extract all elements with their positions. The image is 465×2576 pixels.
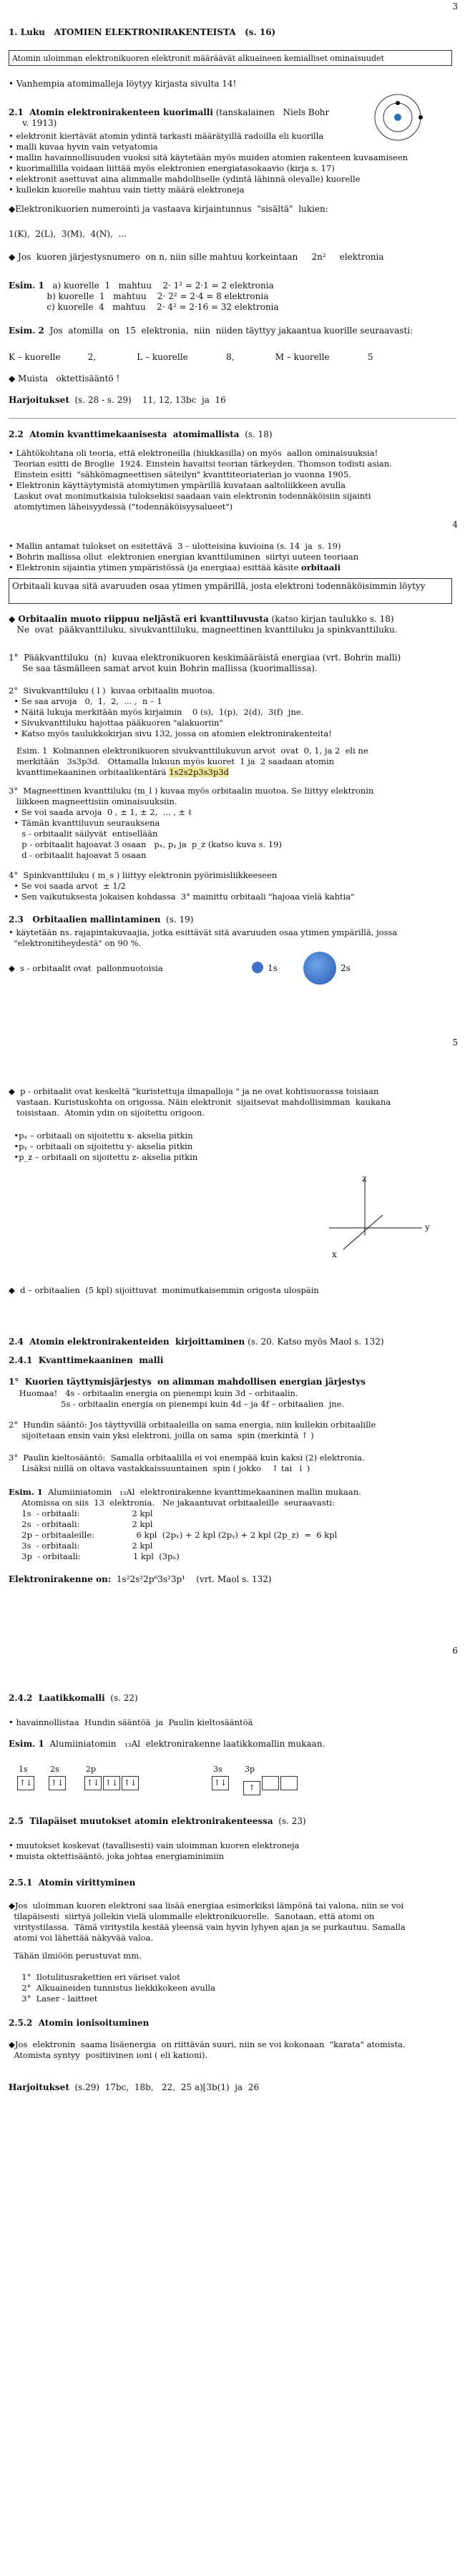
orbital-box-2s <box>49 1776 67 1790</box>
electron-configuration <box>9 1574 438 1585</box>
exercises-label: Harjoitukset <box>9 2082 69 2092</box>
box-model-example <box>9 1739 438 1750</box>
orbital-cell: ↑↓ <box>122 1776 139 1790</box>
section-title-rest: (tanskalainen Niels Bohr v. 1913) <box>22 107 330 128</box>
shell-capacity-rule: ◆ Jos kuoren järjestysnumero on n, niin sille mahtuu korkeintaan 2n² elektronia <box>9 252 384 262</box>
azimuthal-example <box>9 746 438 778</box>
section-title-rest: (s. 23) <box>273 1816 306 1826</box>
pauli-rule: 3° Paulin kieltosääntö: Samalla orbitaalilla ei voi enempää kuin kaksi (2) elektronia. Lisäksi niillä on oltava vastakkaissuuntainen spin ( jokko ↑ tai ↓ ) <box>9 1453 365 1473</box>
azimuthal-quantum-number: 2° Sivukvanttiluku ( l ) kuvaa orbitaalin muotoa. • Se saa arvoja 0, 1, 2, ... , n – 1 • Näitä lukuja merkitään myös kirjaimin 0 (s), 1(p), 2(d), 3(f) jne. • Sivukvanttiluku hajottaa pääkuoren "alakuoriin" • Katso myös taulukkokirjan sivu 132, jossa on atomien elektronirakenteita! <box>9 686 332 738</box>
example-body: Alumiiniatomin ₁₃Al elektronirakenne kvanttimekaaninen mallin mukaan. Atomissa on siis 13 elektronia. Ne jakaantuvat orbitaaleille seuraavasti: 1s - orbitaali: 2 kpl 2s - orbitaali: 2 kpl 2p – orbitaaleille: 6 kpl (2pₓ) + 2 kpl (2pᵧ) + 2 kpl (2p_z) = 6 kpl 3s - orbitaali: 2 kpl 3p - orbitaali: 1 kpl (3pₓ) <box>21 1487 361 1561</box>
exercises-final <box>9 2082 438 2093</box>
label-3p: 3p <box>245 1765 255 1774</box>
example-label: Esim. 1 <box>9 280 44 291</box>
divider <box>9 418 456 419</box>
orbital-cell: ↑↓ <box>49 1776 66 1790</box>
example-label: Esim. 1 <box>9 1487 43 1497</box>
section-title-rest: (s. 18) <box>239 429 273 439</box>
ionisation-text: ◆Jos elektronin saama lisäenergia on riittävän suuri, niin se voi kokonaan "karata" atomista. Atomista syntyy positiivinen ioni ( eli kationi). <box>9 2039 406 2060</box>
section-2-4-1-heading: 2.4.1 Kvanttimekaaninen malli <box>9 1355 164 1365</box>
example-label: Esim. 1 <box>9 1739 44 1749</box>
section-title: 2.2 Atomin kvanttimekaanisesta atomimallista <box>9 429 240 439</box>
section-title-rest: (s. 19) <box>160 914 194 924</box>
orbital-cell: ↑↓ <box>84 1776 102 1790</box>
orbital-cell: ↑↓ <box>103 1776 120 1790</box>
orbital-modelling-text: • käytetään ns. rajapintakuvaajia, jotka esittävät sitä avaruuden osaa ytimen ympärillä, jossa "elektronitiheydestä" on 90 %. <box>9 927 398 948</box>
octet-note: ◆ Muista oktettisääntö ! <box>9 374 120 384</box>
example-body: Alumiiniatomin ₁₃Al elektronirakenne laatikkomallin mukaan. <box>44 1739 326 1749</box>
aluminium-example <box>9 1487 438 1562</box>
bullets-text: • Mallin antamat tulokset on esitettävä 3 – ulotteisina kuvioina (s. 14 ja s. 19) • Bohrin mallissa ollut elektronien energian kvanttiluminen siirtyi uuteen teoriaan • Elektronin sijaintia ytimen ympäristössä (ja energiaa) esittää käsite <box>9 541 359 572</box>
orbital-box-1s <box>17 1776 36 1790</box>
section-2-2-heading <box>9 429 438 440</box>
orbital-2s-sphere <box>303 952 336 985</box>
z-axis-label: z <box>362 1174 367 1184</box>
shell-list: 1(K), 2(L), 3(M), 4(N), ... <box>9 229 127 239</box>
example-body: Jos atomilla on 15 elektronia, niin niiden täyttyy jakaantua kuorille seuraavasti: <box>44 326 413 336</box>
page-number: 4 <box>452 519 458 530</box>
shell-numbering: ◆Elektronikuorien numerointi ja vastaava kirjaintunnus "sisältä" lukien: <box>9 204 328 214</box>
orbital-shape-note <box>9 614 438 635</box>
principal-quantum-number: 1° Pääkvanttiluku (n) kuvaa elektronikuoren keskimääräistä energiaa (vrt. Bohrin malli) Se saa täsmälleen samat arvot kuin Bohrin mallissa (kuorimallissa). <box>9 653 401 673</box>
section-title-rest: (s. 22) <box>104 1693 138 1703</box>
orbital-definition-box: Orbitaali kuvaa sitä avaruuden osaa ytimen ympärillä, josta elektroni todennäköisimmin löytyy <box>9 578 452 604</box>
orbital-term: orbitaali <box>300 562 341 572</box>
page-number: 6 <box>452 1646 458 1656</box>
quantum-bullets: • Lähtökohtana oli teoria, että elektroneilla (hiukkasilla) on myös aallon ominaisuuksia! Teorian esitti de Broglie 1924. Einstein havaitsi teorian tärkeyden. Thomson todisti asian. Einstein esitti "sähkömagneettisen säteilyn" kvanttiteoriaterian jo vuonna 1905. • Elektronin käyttäytymistä atomiytimen ympärillä kuvataan aaltoliikkeen avulla Laskut ovat monimutkaisia tuloksekisi saadaan vain elektronin todennäköisiin sijainti atomiytimen läheisyydessä ("todennäköisyysalueet") <box>9 448 392 512</box>
orbital-box-3s <box>212 1776 230 1790</box>
p-orbital-note: ◆ p - orbitaalit ovat keskeltä "kuristettuja ilmapalloja " ja ne ovat kohtisuorassa toisiaan vastaan. Kuristuskohta on origossa. Näin elektronit sijaitsevat mahdollisimman kaukana toisistaan. Atomin ydin on sijoitettu origoon. <box>9 1086 391 1118</box>
section-2-4-heading <box>9 1337 438 1347</box>
orbital-shape-title: ◆ Orbitaalin muoto riippuu neljästä eri kvanttiluvusta <box>9 614 269 624</box>
orbital-sequence-highlight: 1s2s2p3s3p3d <box>169 767 229 777</box>
excitation-uses-label: Tähän ilmiöön perustuvat mm. <box>9 1951 142 1961</box>
orbital-box-3p <box>243 1776 299 1795</box>
example-2-row: K – kuorelle 2, L – kuorelle 8, M – kuorelle 5 <box>9 352 373 362</box>
quantum-bullets-2 <box>9 541 438 573</box>
excitation-text: ◆Jos uloimman kuoren elektroni saa lisää energiaa esimerkiksi lämpönä tai valona, niin se voi tilapäisesti siirtyä jollekin vielä ulommalle elektronikuorelle. Sanotaan, että atomi on viritystilassa. Tämä viritystila kestää yleensä vain hyvin lyhyen ajan ja se purkautuu. Samalla atomi voi lähettää näkyvää valoa. <box>9 1901 406 1943</box>
section-2-3-heading <box>9 914 438 925</box>
key-box: Atomin uloimman elektronikuoren elektronit määräävät alkuaineen kemialliset ominaisuudet <box>9 50 452 66</box>
intro-text: • Vanhempia atomimalleja löytyy kirjasta sivulta 14! <box>9 79 237 89</box>
label-2p: 2p <box>86 1765 97 1774</box>
filling-order-rule: 1° Kuorien täyttymisjärjestys on alimman mahdollisen energian järjestys <box>9 1377 366 1387</box>
y-axis-label: y <box>425 1222 430 1232</box>
temporary-changes-bullets: • muutokset koskevat (tavallisesti) vain uloimman kuoren elektroneja • muista oktettisääntö, joka johtaa energiaminimiin <box>9 1840 300 1861</box>
bohr-bullets: • elektronit kiertävät atomin ydintä tarkasti määrätyillä radoilla eli kuorilla • malli kuvaa hyvin vain vetyatomia • mallin havainnollisuuden vuoksi sitä käytetään myös muiden atomien rakenteen kuvaamiseen • kuorimallilla voidaan liittää myös elektronien energiatasokaavio (kirja s. 17) • elektronit asettuvat aina alimmalle mahdolliselle (ydintä lähinnä olevalle) kuorelle • kullekin kuorelle mahtuu vain tietty määrä elektroneja <box>9 131 408 195</box>
section-2-5-2-heading: 2.5.2 Atomin ionisoituminen <box>9 2018 150 2028</box>
section-2-1-heading <box>9 107 352 129</box>
exercises-list: (s.29) 17bc, 18b, 22, 25 a)[3b(1) ja 26 <box>69 2082 260 2092</box>
section-title: 2.4 Atomin elektronirakenteiden kirjoittaminen <box>9 1337 245 1347</box>
section-2-5-heading <box>9 1816 438 1827</box>
example-body: Esim. 1 Kolmannen elektronikuoren sivukvanttilukuvun arvot ovat 0, 1, ja 2 eli ne merkitään 3s3p3d. Ottamalla lukuun myös kuoret 1 ja 2 saadaan atomin kvanttimekaaninen orbitaalikentärä <box>16 746 368 777</box>
orbital-1s-label: 1s <box>268 963 278 973</box>
section-title: 2.3 Orbitaalien mallintaminen <box>9 914 161 924</box>
box-model-bullet: • havainnollistaa Hundin sääntöä ja Paulin kieltosääntöä <box>9 1717 253 1727</box>
section-title-rest: (s. 20. Katso myös Maol s. 132) <box>245 1337 384 1347</box>
section-2-4-2-heading <box>9 1693 438 1704</box>
example-2 <box>9 326 438 336</box>
orbital-shape-rest: (katso kirjan taulukko s. 18) Ne ovat pääkvanttiluku, sivukvanttiluku, magneettinen kvanttiluku ja spinkvanttiluku. <box>16 614 398 635</box>
filling-order-note: Huomaa! 4s - orbitaalin energia on pienempi kuin 3d – orbitaalin. 5s - orbitaalin energia on pienempi kuin 4d – ja 4f – orbitaalien jne. <box>19 1388 345 1409</box>
spin-quantum-number: 4° Spinkvanttiluku ( m_s ) liittyy elektronin pyörimisliikkeeseen • Se voi saada arvot ± 1/2 • Sen vaikutuksesta jokaisen kohdassa 3° mainittu orbitaali "hajoaa vielä kahtia" <box>9 870 355 902</box>
hund-rule: 2° Hundin sääntö: Jos täyttyvillä orbitaaleilla on sama energia, niin kullekin orbitaalille sijoitetaan ensin vain yksi elektroni, joilla on sama spin (merkintä ↑ ) <box>9 1420 376 1440</box>
s-orbital-note: ◆ s - orbitaalit ovat pallonmuotoisia <box>9 963 163 973</box>
orbital-2s-label: 2s <box>341 963 351 973</box>
section-title: 2.4.2 Laatikkomalli <box>9 1693 105 1703</box>
exercises-list: (s. 28 - s. 29) 11, 12, 13bc ja 16 <box>69 395 226 405</box>
orbital-cell: ↑ <box>243 1781 260 1795</box>
example-1 <box>9 280 438 313</box>
section-title: 2.5 Tilapäiset muutokset atomin elektronirakenteessa <box>9 1816 273 1826</box>
page-number: 5 <box>452 1038 458 1048</box>
orbital-cell <box>262 1776 279 1790</box>
orbital-1s-sphere <box>252 962 263 973</box>
configuration-value: 1s²2s²2p⁶3s²3p¹ (vrt. Maol s. 132) <box>111 1574 272 1584</box>
p-orbital-list: •pₓ – orbitaali on sijoitettu x- akselia pitkin •pᵧ – orbitaali on sijoitettu y- akselia pitkin •p_z – orbitaali on sijoitettu z- akselia pitkin <box>14 1131 198 1162</box>
configuration-label: Elektronirakenne on: <box>9 1574 112 1584</box>
orbital-cell: ↑↓ <box>17 1776 34 1790</box>
exercises <box>9 395 438 406</box>
exercises-label: Harjoitukset <box>9 395 69 405</box>
orbital-cell <box>280 1776 298 1790</box>
x-axis-label: x <box>332 1249 337 1259</box>
label-2s: 2s <box>50 1765 59 1774</box>
chapter-title: 1. Luku ATOMIEN ELEKTRONIRAKENTEISTA (s. 16) <box>9 27 276 37</box>
magnetic-quantum-number: 3° Magneettinen kvanttiluku (m_l ) kuvaa myös orbitaalin muotoa. Se liittyy elektronin liikkeen magneettisiin ominaisuuksiin. • Se voi saada arvoja 0 , ± 1, ± 2, ... , ± ℓ • Tämän kvanttiluvun seurauksena s - orbitaalit säilyvät entisellään p - orbitaalit hajoavat 3 osaan pₓ, pᵧ ja p_z (katso kuva s. 19) d - orbitaalit hajoavat 5 osaan <box>9 786 374 860</box>
example-label: Esim. 2 <box>9 326 44 336</box>
orbital-cell: ↑↓ <box>212 1776 229 1790</box>
orbital-box-2p <box>84 1776 140 1790</box>
d-orbital-note: ◆ d – orbitaalien (5 kpl) sijoittuvat monimutkaisemmin origosta ulospäin <box>9 1285 319 1295</box>
example-body: a) kuorelle 1 mahtuu 2· 1² = 2·1 = 2 elektronia b) kuorelle 1 mahtuu 2· 2² = 2·4 = 8 elektronia c) kuorelle 4 mahtuu 2· 4² = 2·16 = 32 elektronia <box>46 280 279 312</box>
section-title: 2.1 Atomin elektronirakenteen kuorimalli <box>9 107 213 117</box>
label-3s: 3s <box>213 1765 222 1774</box>
label-1s: 1s <box>19 1765 28 1774</box>
section-2-5-1-heading: 2.5.1 Atomin virittyminen <box>9 1878 136 1888</box>
excitation-uses-list: 1° Ilotulitusrakettien eri väriset valot 2° Alkuaineiden tunnistus liekkikokeen avulla 3° Laser - laitteet <box>21 1972 215 2004</box>
page-number: 3 <box>452 1 458 11</box>
